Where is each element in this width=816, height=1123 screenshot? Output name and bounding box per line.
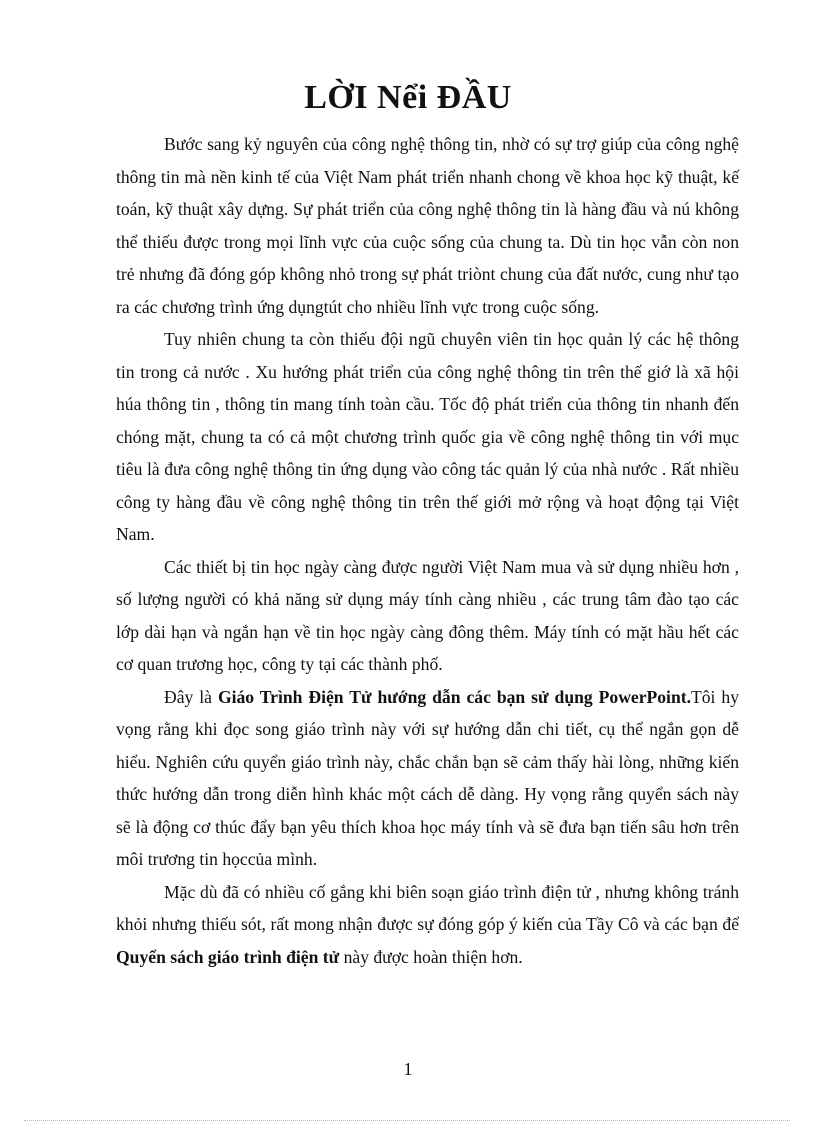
paragraph-2: Tuy nhiên chung ta còn thiếu đội ngũ chuyên viên tin học quản lý các hệ thông tin trong cả nước . Xu hướng phát triển của công nghệ thông tin trên thế giớ là xã hội húa thông tin , thông tin mang tính toàn cầu. Tốc độ phát triển của thông tin nhanh đến chóng mặt, chung ta có cả một chương trình quốc gia về công nghệ thông tin với mục tiêu là đưa công nghệ thông tin ứng dụng vào công tác quản lý của nhà nước . Rất nhiều công ty hàng đầu về công nghệ thông tin trên thế giới mở rộng và hoạt động tại Việt Nam. [116,329,739,544]
paragraph-3: Các thiết bị tin học ngày càng được người Việt Nam mua và sử dụng nhiều hơn , số lượng người có khả năng sử dụng máy tính càng nhiều , các trung tâm đào tạo các lớp dài hạn và ngắn hạn về tin học ngày càng đông thêm. Máy tính có mặt hầu hết các cơ quan trương học, công ty tại các thành phố. [116,556,739,674]
paragraph-5-rest: này được hoàn thiện hơn. [339,946,523,967]
preface-body [116,128,739,973]
paragraph-1: Bước sang kỷ nguyên của công nghệ thông tin, nhờ có sự trợ giúp của công nghệ thông tin mà nền kinh tế của Việt Nam phát triển nhanh chong về khoa học kỹ thuật, kế toán, kỹ thuật xây dựng. Sự phát triển của công nghệ thông tin là hàng đầu và nú không thể thiếu được trong mọi lĩnh vực của cuộc sống của chung ta. Dù tin học vẫn còn non trẻ nhưng đã đóng góp không nhỏ trong sự phát triònt chung của đất nước, cung như tạo ra các chương trình ứng dụngtút cho nhiều lĩnh vực trong cuộc sống. [116,134,739,317]
page-bottom-divider [24,1120,790,1121]
page-number: 1 [403,1059,413,1079]
paragraph-4 [116,681,739,876]
paragraph-5-intro: Mặc dù đã có nhiều cố gắng khi biên soạn giáo trình điện tử , nhưng không tránh khỏi nhưng thiếu sót, rất mong nhận được sự đóng góp ý kiến của Tầy Cô và các bạn để [116,881,739,934]
paragraph-4-intro: Đây là [164,686,218,707]
paragraph-5 [116,876,739,974]
paragraph-5-bold-title: Quyển sách giáo trình điện tử [116,946,340,967]
page-title: LỜI Nểi ĐẦU [304,79,512,116]
paragraph-4-bold-title: Giáo Trình Điện Tử hướng dẫn các bạn sử dụng PowerPoint. [217,686,691,707]
paragraph-4-rest: Tôi hy vọng rằng khi đọc song giáo trình này với sự hướng dẫn chi tiết, cụ thể ngắn gọn dễ hiểu. Nghiên cứu quyển giáo trình này, chắc chắn bạn sẽ cảm thấy hài lòng, những kiến thức hướng dẫn trong diễn hình khác một cách dễ dàng. Hy vọng rằng quyển sách này sẽ là động cơ thúc đẩy bạn yêu thích khoa học máy tính và sẽ đưa bạn tiến sâu hơn trên môi trương tin họccủa mình. [116,686,739,869]
